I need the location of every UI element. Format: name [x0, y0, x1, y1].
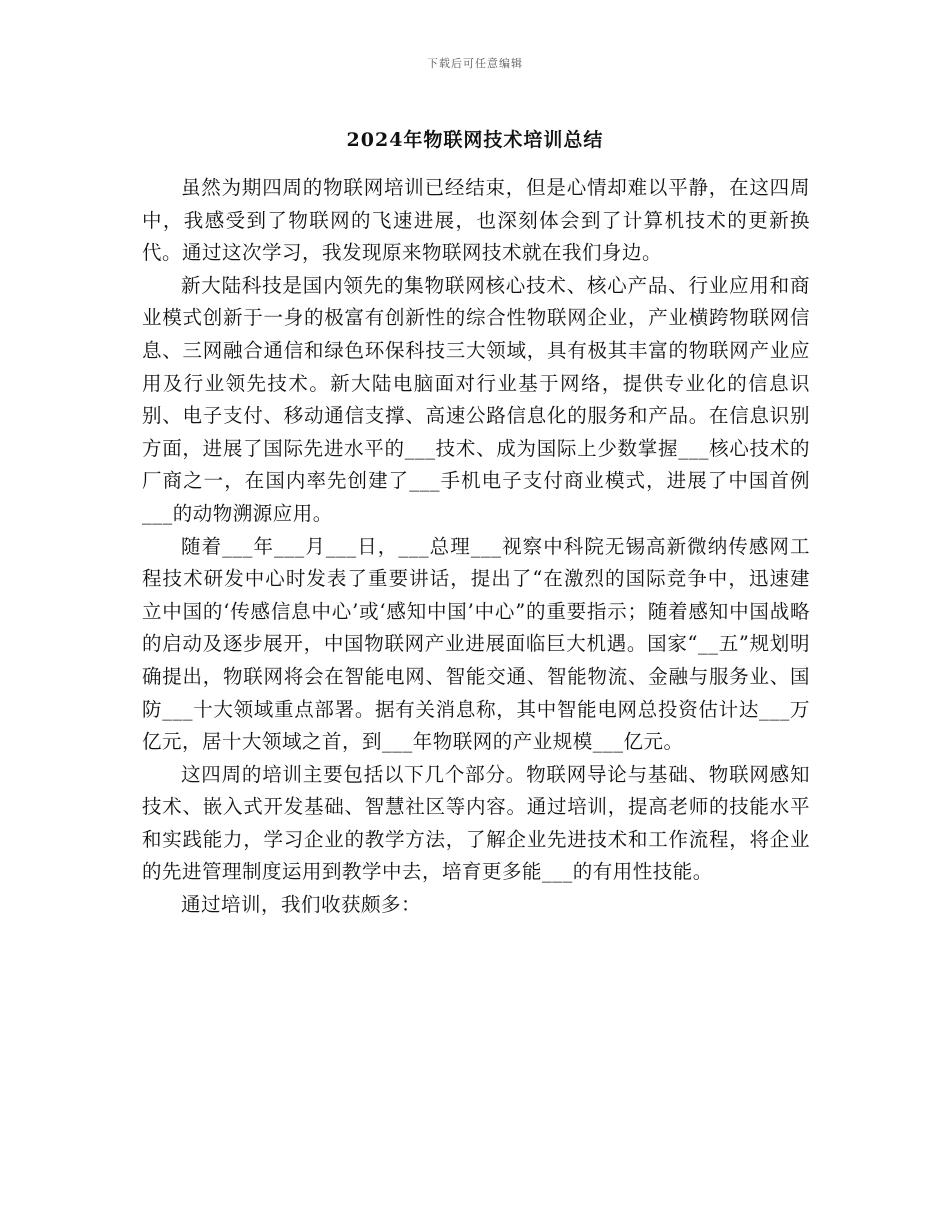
- document-body: [142, 172, 810, 922]
- paragraph-1: 虽然为期四周的物联网培训已经结束，但是心情却难以平静，在这四周中，我感受到了物联网的飞速进展，也深刻体会到了计算机技术的更新换代。通过这次学习，我发现原来物联网技术就在我们身边。: [142, 176, 810, 265]
- paragraph-2: 新大陆科技是国内领先的集物联网核心技术、核心产品、行业应用和商业模式创新于一身的极富有创新性的综合性物联网企业，产业横跨物联网信息、三网融合通信和绿色环保科技三大领域，具有极其丰富的物联网产业应用及行业领先技术。新大陆电脑面对行业基于网络，提供专业化的信息识别、电子支付、移动通信支撑、高速公路信息化的服务和产品。在信息识别方面，进展了国际先进水平的___技术、成为国际上少数掌握___核心技术的厂商之一，在国内率先创建了___手机电子支付商业模式，进展了中国首例___的动物溯源应用。: [142, 273, 810, 525]
- page-header-note: 下载后可任意编辑: [427, 57, 523, 70]
- paragraph-5: 通过培训，我们收获颇多：: [181, 893, 422, 917]
- paragraph-3: 随着___年___月___日，___总理___视察中科院无锡高新微纳传感网工程技术研发中心时发表了重要讲话，提出了“在激烈的国际竞争中，迅速建立中国的‘传感信息中心’或‘感知中国’中心”的重要指示；随着感知中国战略的启动及逐步展开，中国物联网产业进展面临巨大机遇。国家“__五”规划明确提出，物联网将会在智能电网、智能交通、智能物流、金融与服务业、国防___十大领域重点部署。据有关消息称，其中智能电网总投资估计达___万亿元，居十大领域之首，到___年物联网的产业规模___亿元。: [142, 534, 810, 754]
- document-title: 2024年物联网技术培训总结: [346, 129, 604, 151]
- paragraph-4: 这四周的培训主要包括以下几个部分。物联网导论与基础、物联网感知技术、嵌入式开发基础、智慧社区等内容。通过培训，提高老师的技能水平和实践能力，学习企业的教学方法，了解企业先进技术和工作流程，将企业的先进管理制度运用到教学中去，培育更多能___的有用性技能。: [142, 762, 810, 884]
